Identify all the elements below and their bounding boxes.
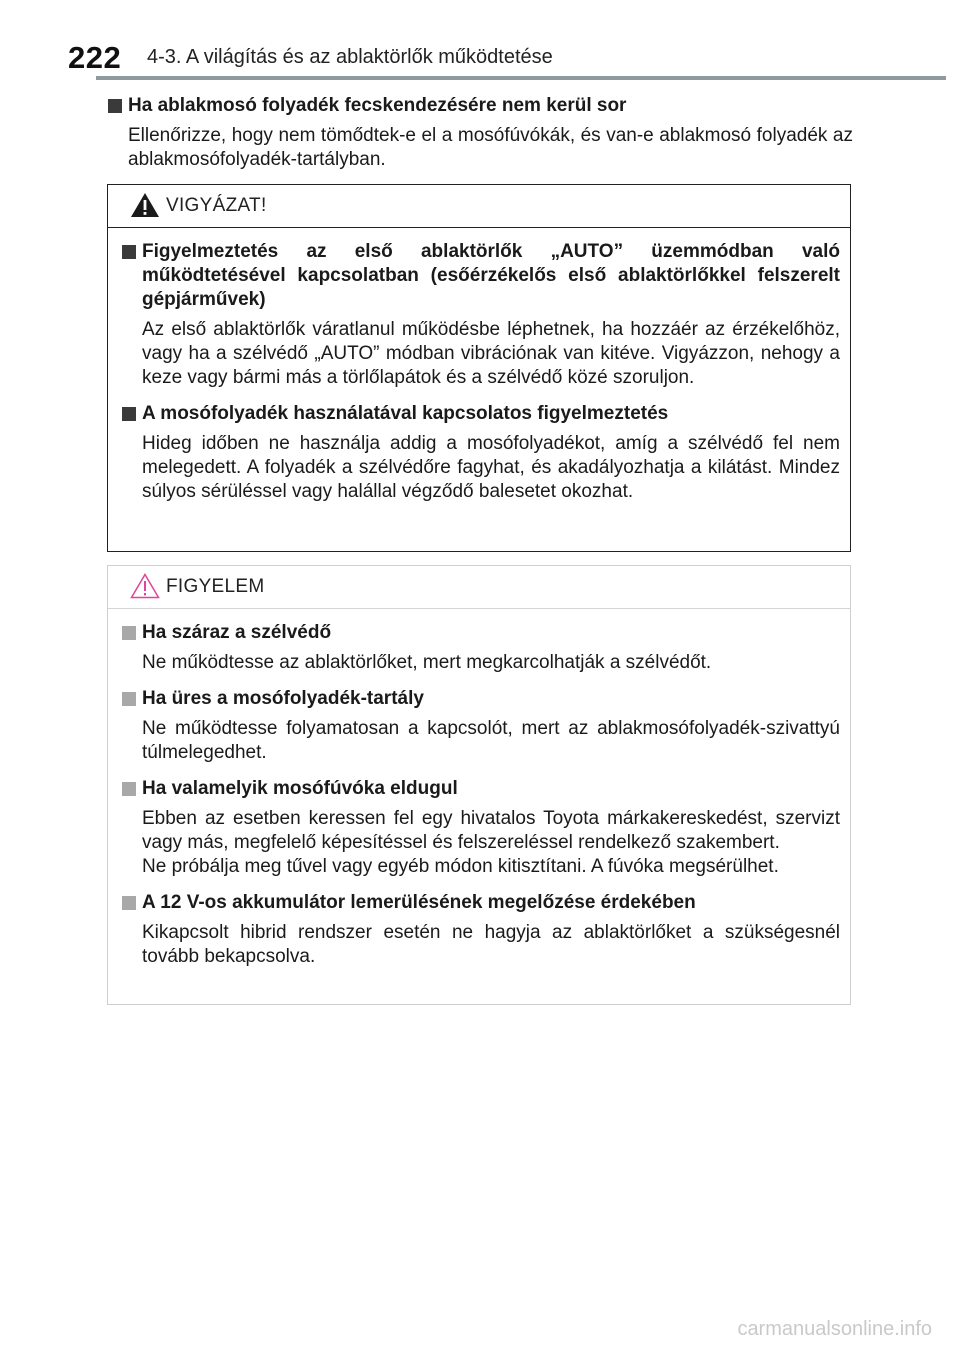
running-header: 4-3. A világítás és az ablaktörlők működtetése	[147, 46, 553, 68]
intro-body: Ellenőrizze, hogy nem tömődtek-e el a mosófúvókák, és van-e ablakmosó folyadék az ablakmosófolyadék-tartályban.	[128, 125, 853, 170]
bullet-square-icon	[108, 99, 122, 113]
caution-item-body: Ne működtesse folyamatosan a kapcsolót, mert az ablakmosófolyadék-szivattyú túlmelegedhet.	[142, 718, 840, 763]
watermark: carmanualsonline.info	[737, 1318, 932, 1340]
page-number: 222	[68, 40, 122, 75]
caution-item	[122, 891, 840, 969]
warning-item	[122, 402, 840, 504]
warning-item-heading: Figyelmeztetés az első ablaktörlők „AUTO” üzemmódban való működtetésével kapcsolatban (esőérzékelős első ablaktörlőkkel felszerelt gépjárművek)	[142, 241, 840, 310]
caution-item	[122, 621, 840, 675]
caution-item-body: Ne működtesse az ablaktörlőket, mert megkarcolhatják a szélvédőt.	[142, 652, 712, 673]
caution-item-body: Kikapcsolt hibrid rendszer esetén ne hagyja az ablaktörlőket a szükségesnél tovább bekapcsolva.	[142, 922, 840, 967]
warning-box-title: VIGYÁZAT!	[166, 195, 267, 216]
warning-box	[107, 184, 851, 552]
warning-item-body: Hideg időben ne használja addig a mosófolyadékot, amíg a szélvédő fel nem melegedett. A folyadék a szélvédőre fagyhat, és akadályozhatja a kilátást. Mindez súlyos sérüléssel vagy halállal végződő balesetet okozhat.	[142, 433, 840, 502]
bullet-square-icon	[122, 896, 136, 910]
caution-item-body: Ebben az esetben keressen fel egy hivatalos Toyota márkakereskedést, szervizt vagy más, megfelelő képesítéssel és felszereléssel rendelkező szakembert.	[142, 808, 840, 853]
caution-item	[122, 777, 840, 879]
bullet-square-icon	[122, 245, 136, 259]
caution-item-heading: A 12 V-os akkumulátor lemerülésének megelőzése érdekében	[142, 892, 696, 913]
warning-triangle-icon	[130, 192, 160, 218]
bullet-square-icon	[122, 626, 136, 640]
caution-box	[107, 565, 851, 1005]
intro-section	[108, 94, 853, 172]
caution-item-body-extra: Ne próbálja meg tűvel vagy egyéb módon kitisztítani. A fúvóka megsérülhet.	[142, 856, 779, 877]
intro-heading: Ha ablakmosó folyadék fecskendezésére nem kerül sor	[128, 95, 627, 116]
caution-triangle-icon	[130, 573, 160, 599]
caution-item-heading: Ha valamelyik mosófúvóka eldugul	[142, 778, 458, 799]
warning-item	[122, 240, 840, 390]
caution-item	[122, 687, 840, 765]
caution-item-heading: Ha üres a mosófolyadék-tartály	[142, 688, 424, 709]
bullet-square-icon	[122, 407, 136, 421]
warning-item-body: Az első ablaktörlők váratlanul működésbe léphetnek, ha hozzáér az érzékelőhöz, vagy ha a szélvédő „AUTO” módban vibrációnak van kitéve. Vigyázzon, nehogy a keze vagy bármi más a törlőlapátok és a szélvédő közé szoruljon.	[142, 319, 840, 388]
caution-item-heading: Ha száraz a szélvédő	[142, 622, 332, 643]
caution-box-header	[108, 566, 850, 609]
header-rule	[96, 76, 946, 80]
bullet-square-icon	[122, 782, 136, 796]
bullet-square-icon	[122, 692, 136, 706]
warning-item-heading: A mosófolyadék használatával kapcsolatos figyelmeztetés	[142, 403, 669, 424]
caution-box-title: FIGYELEM	[166, 576, 265, 597]
warning-box-header	[108, 185, 850, 228]
